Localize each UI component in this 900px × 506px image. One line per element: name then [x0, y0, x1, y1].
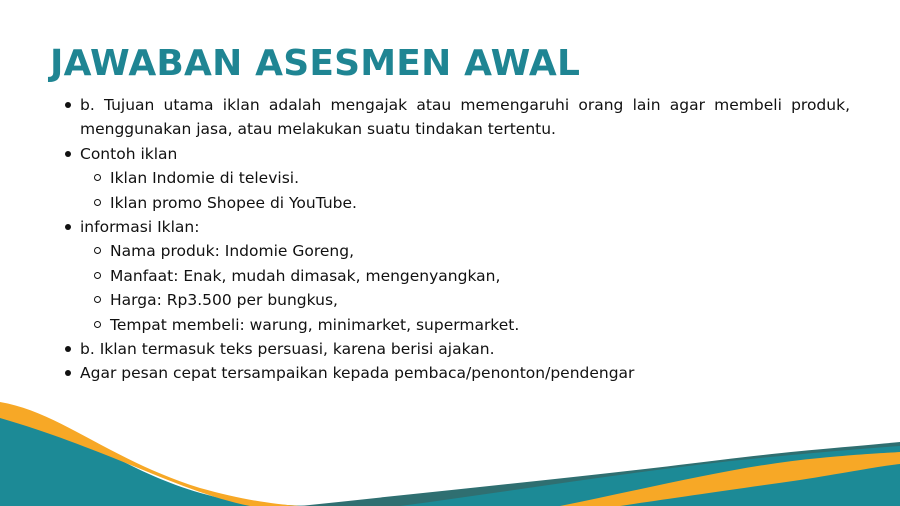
list-item — [80, 93, 850, 142]
slide-title: JAWABAN ASESMEN AWAL — [50, 43, 581, 84]
list-item — [80, 215, 850, 337]
list-item-text: Agar pesan cepat tersampaikan kepada pembaca/penonton/pendengar — [80, 364, 635, 383]
sub-list-item: Iklan Indomie di televisi. — [110, 166, 850, 190]
decorative-wave — [0, 380, 900, 506]
bullet-list — [80, 93, 850, 386]
sub-list-item: Nama produk: Indomie Goreng, — [110, 239, 850, 263]
list-item — [80, 142, 850, 215]
slide-content — [80, 93, 850, 386]
sub-list — [110, 166, 850, 215]
list-item-text: informasi Iklan: — [80, 218, 200, 237]
sub-list-item: Manfaat: Enak, mudah dimasak, mengenyangkan, — [110, 264, 850, 288]
list-item-text: b. Iklan termasuk teks persuasi, karena berisi ajakan. — [80, 340, 495, 359]
sub-list — [110, 239, 850, 337]
sub-list-item: Tempat membeli: warung, minimarket, supermarket. — [110, 313, 850, 337]
sub-list-item: Harga: Rp3.500 per bungkus, — [110, 288, 850, 312]
list-item — [80, 337, 850, 361]
list-item-text: Contoh iklan — [80, 144, 178, 163]
sub-list-item: Iklan promo Shopee di YouTube. — [110, 191, 850, 215]
list-item-text: b. Tujuan utama iklan adalah mengajak atau memengaruhi orang lain agar membeli produk, menggunakan jasa, atau melakukan suatu tindakan tertentu. — [80, 96, 850, 139]
